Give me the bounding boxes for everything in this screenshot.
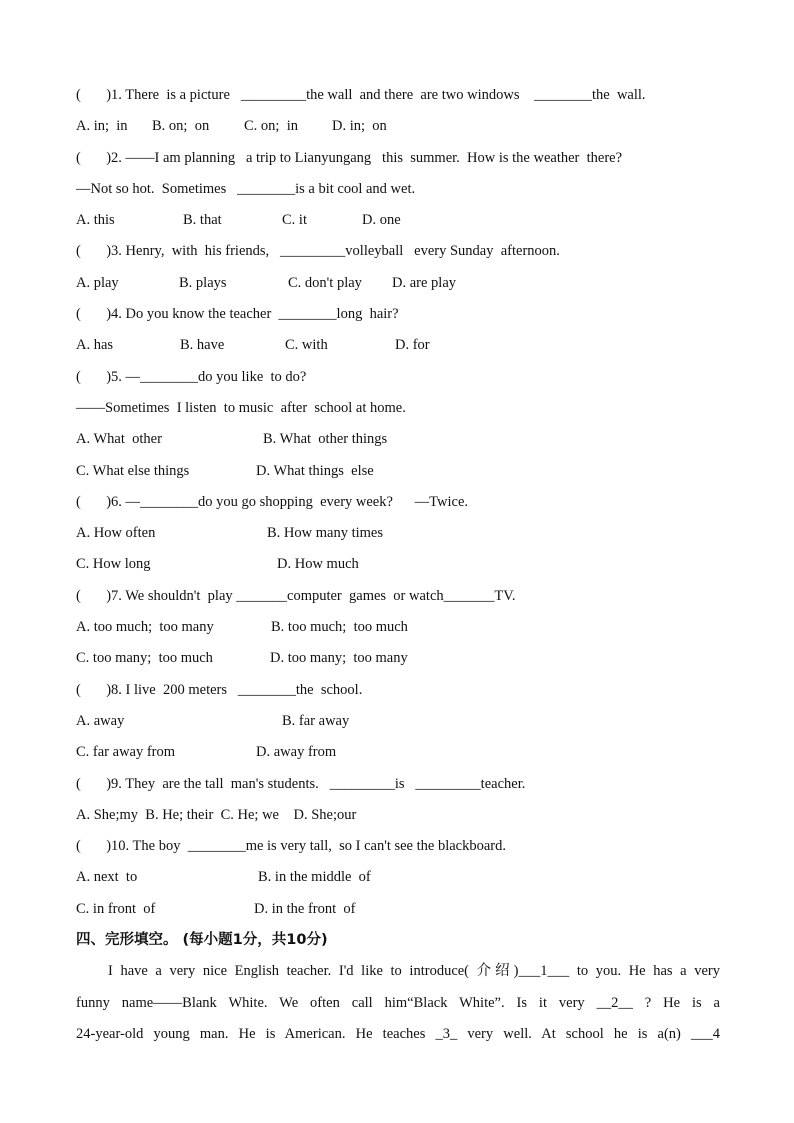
option-item: B. that (183, 212, 222, 229)
options-row (76, 205, 720, 236)
option-item: C. What else things (76, 462, 190, 479)
options-row (76, 518, 720, 549)
cloze-passage-line: 24-year-old young man. He is American. He teaches _3_ very well. At school he is a(n) ___4 (76, 1025, 720, 1042)
options-row (76, 862, 720, 893)
question-stem: ( )7. We shouldn't play _______computer games or watch_______TV. (76, 587, 516, 604)
question-stem: ( )8. I live 200 meters ________the school. (76, 681, 363, 698)
options-row (76, 268, 720, 299)
option-item: C. don't play (288, 274, 362, 291)
question-stem: ( )1. There is a picture _________the wall and there are two windows ________the wall. (76, 87, 646, 103)
cloze-passage-line: I have a very nice English teacher. I'd like to introduce( 介绍)___1___ to you. He has a very (108, 963, 720, 980)
option-item: B. in the middle of (258, 869, 371, 886)
option-item: A. She;my B. He; their C. He; we D. She;our (76, 806, 357, 823)
question-dialogue-line: —Not so hot. Sometimes ________is a bit cool and wet. (76, 180, 416, 197)
options-row (76, 111, 720, 142)
options-row (76, 612, 720, 643)
question-stem: ( )10. The boy ________me is very tall, so I can't see the blackboard. (76, 838, 506, 855)
question-stem: ( )4. Do you know the teacher ________long hair? (76, 306, 399, 323)
option-item: C. in front of (76, 900, 156, 917)
exam-page (76, 80, 720, 1050)
option-item: B. How many times (267, 525, 383, 542)
options-row (76, 894, 720, 925)
option-item: D. in; on (332, 118, 387, 135)
option-item: B. plays (179, 274, 227, 291)
question-dialogue-line: ——Sometimes I listen to music after school at home. (76, 399, 406, 416)
option-item: B. have (180, 337, 225, 354)
options-row (76, 737, 720, 768)
options-row (76, 800, 720, 831)
option-item: B. too much; too much (271, 619, 408, 636)
section-heading: 四、完形填空。 (每小题1分，共10分) (76, 932, 328, 949)
option-item: A. away (76, 712, 125, 729)
option-item: D. too many; too many (270, 650, 408, 667)
option-item: A. has (76, 337, 114, 354)
option-item: A. next to (76, 869, 138, 886)
option-item: D. How much (277, 556, 359, 573)
question-stem: ( )9. They are the tall man's students. _________is _________teacher. (76, 775, 526, 792)
option-item: A. too much; too many (76, 619, 214, 636)
option-item: B. on; on (152, 118, 210, 135)
option-item: C. too many; too much (76, 650, 213, 667)
option-item: D. are play (392, 274, 457, 291)
option-item: D. away from (256, 744, 337, 761)
option-item: C. it (282, 212, 307, 229)
options-row (76, 330, 720, 361)
option-item: D. for (395, 337, 430, 354)
options-row (76, 706, 720, 737)
option-item: A. How often (76, 525, 156, 542)
question-stem: ( )6. —________do you go shopping every week? —Twice. (76, 493, 469, 510)
option-item: C. How long (76, 556, 151, 573)
options-row (76, 643, 720, 674)
option-item: C. far away from (76, 744, 176, 761)
option-item: B. What other things (263, 431, 388, 448)
question-stem: ( )5. —________do you like to do? (76, 368, 307, 385)
options-row (76, 549, 720, 580)
cloze-passage-line: funny name——Blank White. We often call him“Black White”. Is it very __2__ ? He is a (76, 994, 720, 1011)
options-row (76, 456, 720, 487)
option-item: D. one (362, 212, 401, 229)
options-row (76, 424, 720, 455)
option-item: D. What things else (256, 462, 374, 479)
option-item: D. in the front of (254, 900, 356, 917)
option-item: A. What other (76, 431, 162, 448)
option-item: A. this (76, 212, 115, 229)
question-stem: ( )3. Henry, with his friends, _________volleyball every Sunday afternoon. (76, 243, 560, 260)
option-item: C. on; in (244, 118, 298, 135)
question-stem: ( )2. ——I am planning a trip to Lianyungang this summer. How is the weather there? (76, 149, 623, 166)
option-item: C. with (285, 337, 328, 354)
option-item: A. in; in (76, 118, 128, 135)
option-item: B. far away (282, 712, 350, 729)
option-item: A. play (76, 274, 119, 291)
